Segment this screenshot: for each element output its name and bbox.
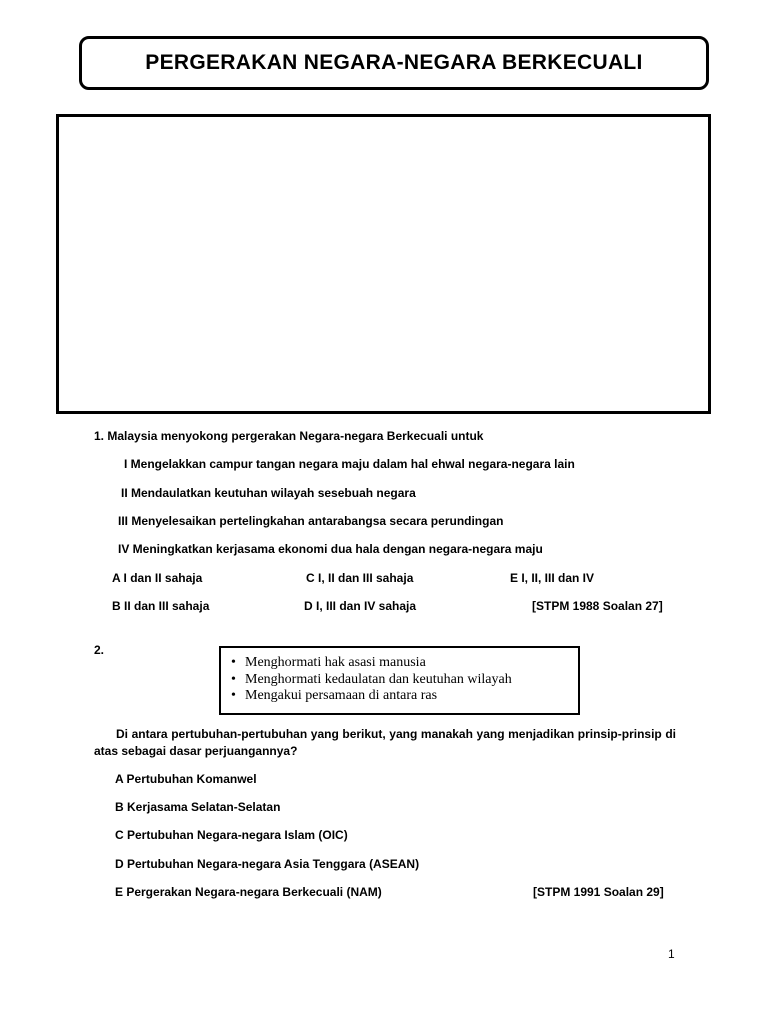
- q1-statement-2: II Mendaulatkan keutuhan wilayah sesebuah negara: [121, 486, 416, 500]
- q1-option-c: C I, II dan III sahaja: [306, 571, 414, 585]
- q2-question: Di antara pertubuhan-pertubuhan yang berikut, yang manakah yang menjadikan prinsip-prinsip di atas sebagai dasar perjuangannya?: [94, 727, 676, 758]
- q1-source: [STPM 1988 Soalan 27]: [532, 599, 663, 613]
- q1-statement-3: III Menyelesaikan pertelingkahan antarabangsa secara perundingan: [118, 514, 504, 528]
- q1-option-e: E I, II, III dan IV: [510, 571, 595, 585]
- page-number: 1: [668, 947, 675, 961]
- title-box: [79, 36, 709, 90]
- page-title: PERGERAKAN NEGARA-NEGARA BERKECUALI: [145, 51, 643, 74]
- bullet-icon: •: [231, 688, 236, 703]
- q1-option-b: B II dan III sahaja: [112, 599, 210, 613]
- bullet-icon: •: [231, 671, 236, 687]
- q1-statement-4: IV Meningkatkan kerjasama ekonomi dua hala dengan negara-negara maju: [118, 542, 543, 556]
- principle-item: • Menghormati kedaulatan dan keutuhan wilayah: [231, 671, 512, 687]
- principles-list: [231, 655, 578, 705]
- principle-item: • Mengakui persamaan di antara ras: [231, 688, 438, 703]
- principle-item: • Menghormati hak asasi manusia: [231, 655, 426, 670]
- q2-source: [STPM 1991 Soalan 29]: [533, 885, 664, 899]
- q1-stem: 1. Malaysia menyokong pergerakan Negara-negara Berkecuali untuk: [94, 429, 484, 443]
- q1-option-d: D I, III dan IV sahaja: [304, 599, 417, 613]
- q2-number: 2.: [94, 643, 105, 657]
- q1-option-a: A I dan II sahaja: [112, 571, 203, 585]
- q2-option-c: C Pertubuhan Negara-negara Islam (OIC): [115, 828, 348, 842]
- q2-option-d: D Pertubuhan Negara-negara Asia Tenggara (ASEAN): [115, 857, 420, 871]
- empty-frame: [56, 114, 711, 414]
- bullet-icon: •: [231, 655, 236, 670]
- q2-option-e: E Pergerakan Negara-negara Berkecuali (NAM): [115, 885, 382, 899]
- principles-box: [219, 646, 580, 715]
- q1-statement-1: I Mengelakkan campur tangan negara maju dalam hal ehwal negara-negara lain: [124, 457, 575, 471]
- q2-option-a: A Pertubuhan Komanwel: [115, 772, 257, 786]
- q2-option-b: B Kerjasama Selatan-Selatan: [115, 800, 281, 814]
